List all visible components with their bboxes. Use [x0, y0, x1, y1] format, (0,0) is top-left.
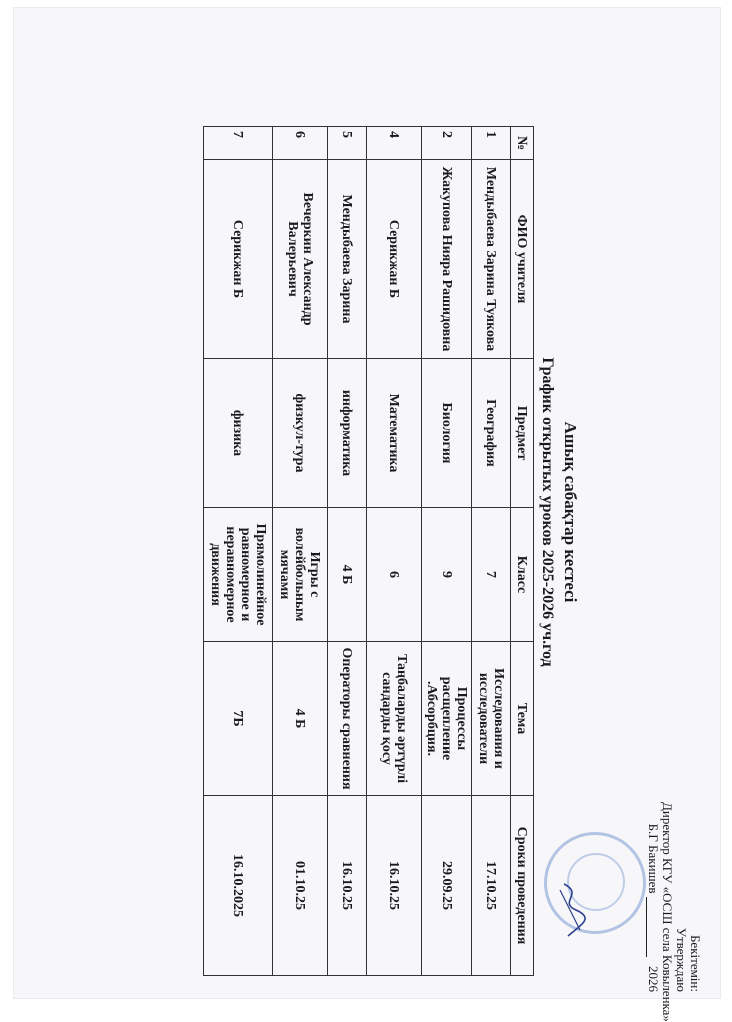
- table-row: [328, 127, 367, 976]
- row-subject: Биология: [422, 359, 472, 508]
- row-num: 2: [422, 127, 472, 160]
- row-date: 29.09.25: [422, 796, 472, 976]
- row-teacher: Мендыбаева Зарина: [328, 160, 367, 359]
- table-row: [273, 127, 328, 976]
- row-num: 6: [273, 127, 328, 160]
- row-topic: Таңбаларды әртүрлі сандарды қосу: [367, 642, 422, 796]
- row-num: 5: [328, 127, 367, 160]
- row-topic: Исследования и исследователи: [472, 642, 511, 796]
- table-row: [422, 127, 472, 976]
- approval-position: Директор КГУ «ОСШ села Ковыленка»: [660, 802, 675, 1022]
- table-row: [367, 127, 422, 976]
- approval-word: Бекітемін:: [688, 934, 703, 992]
- header-date: Сроки проведения: [511, 796, 534, 976]
- row-date: 16.10.25: [328, 796, 367, 976]
- approval-signature-row: [646, 802, 660, 992]
- row-teacher: Серикжан Б: [204, 160, 273, 359]
- row-topic: 4 Б: [273, 642, 328, 796]
- document-page: [14, 8, 720, 1022]
- signature-line: [646, 897, 647, 957]
- row-topic: Операторы сравнения: [328, 642, 367, 796]
- row-subject: информатика: [328, 359, 367, 508]
- row-date: 01.10.25: [273, 796, 328, 976]
- row-date: 17.10.25: [472, 796, 511, 976]
- approval-year: 2026: [646, 966, 661, 992]
- header-grade: Класс: [511, 508, 534, 642]
- row-date: 16.10.2025: [204, 796, 273, 976]
- row-subject: Математика: [367, 359, 422, 508]
- row-subject: География: [472, 359, 511, 508]
- row-teacher: Серикжан Б: [367, 160, 422, 359]
- row-subject: физкул-тура: [273, 359, 328, 508]
- schedule-table: [203, 126, 534, 976]
- header-subject: Предмет: [511, 359, 534, 508]
- row-teacher: Вечеркин Александр Валерьевич: [273, 160, 328, 359]
- row-date: 16.10.25: [367, 796, 422, 976]
- table-header-row: [511, 127, 534, 976]
- header-teacher: ФИО учителя: [511, 160, 534, 359]
- row-grade: Прямолинейное равномерное и неравномерное движения: [204, 508, 273, 642]
- row-num: 4: [367, 127, 422, 160]
- row-num: 1: [472, 127, 511, 160]
- rotated-content: [26, 32, 706, 1022]
- row-grade: 9: [422, 508, 472, 642]
- row-grade: 6: [367, 508, 422, 642]
- title-russian: График открытых уроков 2025-2026 уч.год: [539, 357, 556, 667]
- table-row: [472, 127, 511, 976]
- title-kazakh: Ашық сабақтар кестесі: [561, 421, 580, 603]
- row-topic: 7Б: [204, 642, 273, 796]
- table-row: [204, 127, 273, 976]
- approval-director: Б.Г Бакишев: [646, 823, 661, 894]
- row-grade: 7: [472, 508, 511, 642]
- row-subject: физика: [204, 359, 273, 508]
- row-grade: 4 Б: [328, 508, 367, 642]
- row-teacher: Жакупова Нияра Рашидовна: [422, 160, 472, 359]
- approval-block: [646, 802, 703, 1022]
- header-topic: Тема: [511, 642, 534, 796]
- row-grade: Игры с волейбольным мячами: [273, 508, 328, 642]
- row-teacher: Мендыбаева Зарина Туякова: [472, 160, 511, 359]
- approval-approved: Утверждаю: [674, 927, 689, 992]
- header-num: №: [511, 127, 534, 160]
- row-num: 7: [204, 127, 273, 160]
- row-topic: Процессы расщепление .Абсорбция.: [422, 642, 472, 796]
